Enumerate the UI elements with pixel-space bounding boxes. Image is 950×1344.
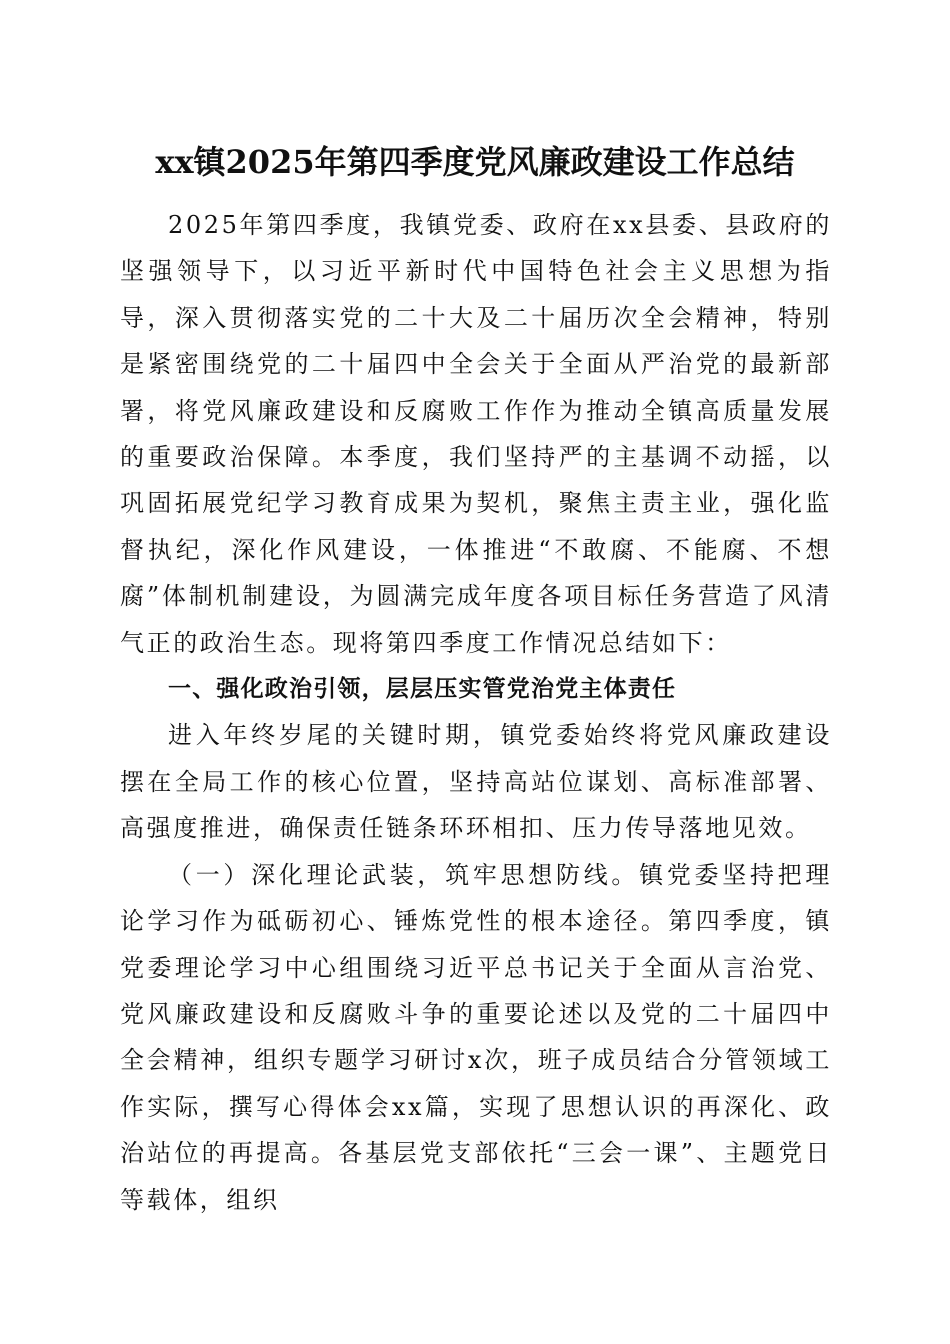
- intro-paragraph: 2025年第四季度，我镇党委、政府在xx县委、县政府的坚强领导下，以习近平新时代中国特色社会主义思想为指导，深入贯彻落实党的二十大及二十届历次全会精神，特别是紧密围绕党的二十届四中全会关于全面从严治党的最新部署，将党风廉政建设和反腐败工作作为推动全镇高质量发展的重要政治保障。本季度，我们坚持严的主基调不动摇，以巩固拓展党纪学习教育成果为契机，聚焦主责主业，强化监督执纪，深化作风建设，一体推进“不敢腐、不能腐、不想腐”体制机制建设，为圆满完成年度各项目标任务营造了风清气正的政治生态。现将第四季度工作情况总结如下：: [120, 211, 832, 657]
- section-1-paragraph: 进入年终岁尾的关键时期，镇党委始终将党风廉政建设摆在全局工作的核心位置，坚持高站位谋划、高标准部署、高强度推进，确保责任链条环环相扣、压力传导落地见效。: [120, 721, 832, 843]
- document-body: [120, 202, 832, 1223]
- section-heading-1: 一、强化政治引领，层层压实管党治党主体责任: [168, 676, 677, 703]
- subsection-1-paragraph: （一）深化理论武装，筑牢思想防线。镇党委坚持把理论学习作为砥砺初心、锤炼党性的根本途径。第四季度，镇党委理论学习中心组围绕习近平总书记关于全面从言治党、党风廉政建设和反腐败斗争的重要论述以及党的二十届四中全会精神，组织专题学习研讨x次，班子成员结合分管领域工作实际，撰写心得体会xx篇，实现了思想认识的再深化、政治站位的再提高。各基层党支部依托“三会一课”、主题党日等载体，组织: [120, 860, 832, 1214]
- document-title: xx镇2025年第四季度党风廉政建设工作总结: [155, 143, 795, 181]
